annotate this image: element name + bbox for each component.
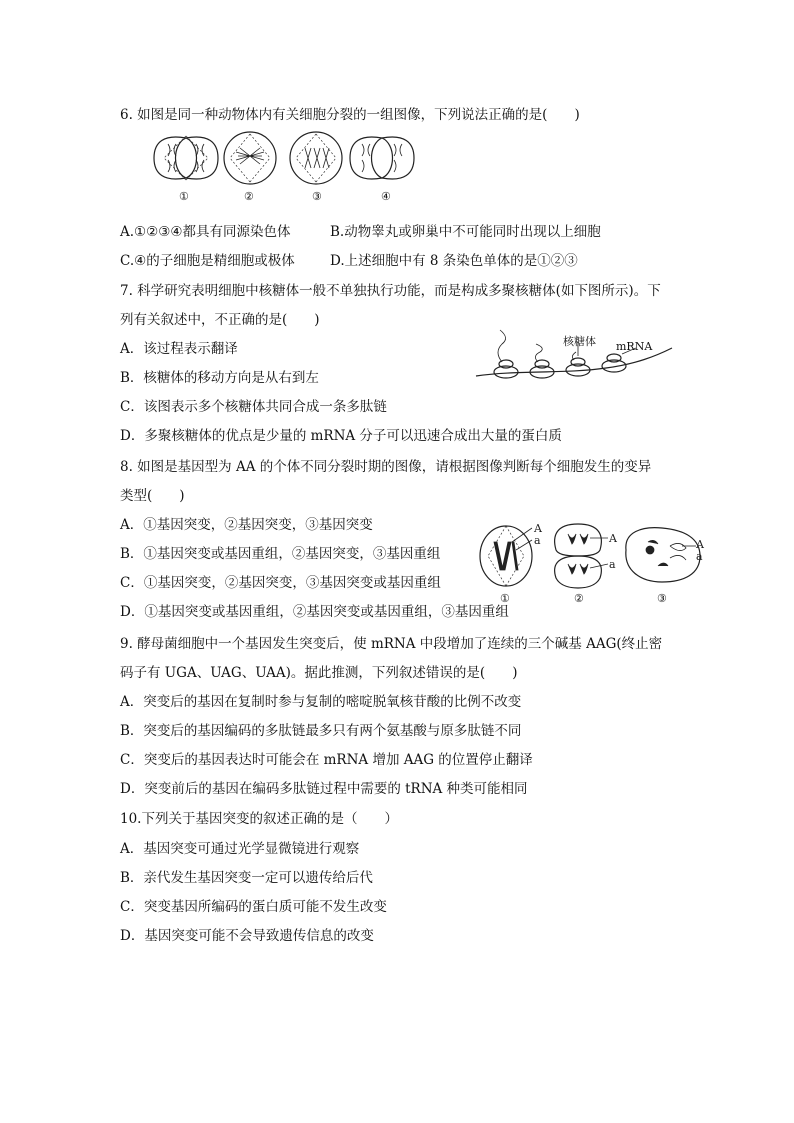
q7-label-ribosome: 核糖体: [563, 335, 596, 348]
q6-figure-label-2: ②: [244, 190, 254, 203]
q9-stem-line-1: 9. 酵母菌细胞中一个基因发生突变后，使 mRNA 中段增加了连续的三个碱基 AAG(终止密: [120, 636, 663, 652]
q6-cell-2: [224, 132, 276, 184]
q8-figure-label-2: ②: [574, 592, 584, 605]
q6-option-b: B.动物睾丸或卵巢中不可能同时出现以上细胞: [330, 224, 601, 240]
q7-option-d: D．多聚核糖体的优点是少量的 mRNA 分子可以迅速合成出大量的蛋白质: [120, 428, 562, 444]
q9-option-a: A．突变后的基因在复制时参与复制的嘧啶脱氧核苷酸的比例不改变: [120, 694, 522, 710]
q6-cell-1: [154, 136, 218, 180]
q10-option-c: C．突变基因所编码的蛋白质可能不发生改变: [120, 899, 387, 915]
q9-option-d: D．突变前后的基因在编码多肽链过程中需要的 tRNA 种类可能相同: [120, 781, 528, 797]
q7-stem-line-2: 列有关叙述中，不正确的是( ): [120, 312, 320, 328]
q8-stem-line-2: 类型( ): [120, 488, 185, 504]
q8-gene-label-a-upper: A: [534, 522, 542, 535]
q10-option-b: B．亲代发生基因突变一定可以遗传给后代: [120, 870, 373, 886]
q8-option-a: A．①基因突变，②基因突变，③基因突变: [120, 517, 373, 533]
q8-option-d: D．①基因突变或基因重组，②基因突变或基因重组，③基因重组: [120, 604, 509, 620]
q8-gene-label-a-upper-3: A: [696, 538, 704, 551]
q7-option-c: C．该图表示多个核糖体共同合成一条多肽链: [120, 399, 387, 415]
q7-option-a: A．该过程表示翻译: [120, 341, 238, 357]
q8-cell-figure: [474, 520, 714, 590]
q7-label-mrna: mRNA: [616, 340, 653, 353]
q6-option-a: A.①②③④都具有同源染色体: [120, 224, 291, 240]
q8-cell-2: [555, 524, 608, 588]
q6-stem: 6. 如图是同一种动物体内有关细胞分裂的一组图像，下列说法正确的是( ): [120, 107, 580, 123]
q8-stem-line-1: 8. 如图是基因型为 AA 的个体不同分裂时期的图像，请根据图像判断每个细胞发生的变异: [120, 459, 652, 475]
q6-figure-label-3: ③: [312, 190, 322, 203]
q8-option-c: C．①基因突变，②基因突变，③基因突变或基因重组: [120, 575, 441, 591]
q10-stem: 10.下列关于基因突变的叙述正确的是（ ）: [120, 811, 398, 827]
q6-figure-label-4: ④: [381, 190, 391, 203]
q9-option-b: B．突变后的基因编码的多肽链最多只有两个氨基酸与原多肽链不同: [120, 723, 522, 739]
q10-option-a: A．基因突变可通过光学显微镜进行观察: [120, 841, 360, 857]
q7-stem-line-1: 7. 科学研究表明细胞中核糖体一般不单独执行功能，而是构成多聚核糖体(如下图所示)。下: [120, 283, 661, 299]
q8-figure-label-3: ③: [657, 592, 667, 605]
q7-option-b: B．核糖体的移动方向是从右到左: [120, 370, 319, 386]
q6-option-c: C.④的子细胞是精细胞或极体: [120, 253, 295, 269]
q6-figure-label-1: ①: [179, 190, 189, 203]
q6-cell-division-figure: [150, 128, 420, 190]
q6-option-d: D.上述细胞中有 8 条染色单体的是①②③: [330, 253, 578, 269]
q8-gene-label-a-lower-3: a: [696, 550, 703, 563]
q8-gene-label-a-upper-2: A: [609, 532, 617, 545]
q6-cell-4: [350, 137, 414, 179]
q10-option-d: D．基因突变可能不会导致遗传信息的改变: [120, 928, 374, 944]
q6-cell-3: [290, 132, 342, 184]
q9-option-c: C．突变后的基因表达时可能会在 mRNA 增加 AAG 的位置停止翻译: [120, 752, 533, 768]
q8-gene-label-a-lower: a: [534, 534, 541, 547]
q8-figure-label-1: ①: [500, 592, 510, 605]
q8-cell-3: [626, 528, 700, 582]
q9-stem-line-2: 码子有 UGA、UAG、UAA)。据此推测，下列叙述错误的是( ): [120, 665, 518, 681]
q8-gene-label-a-lower-2: a: [609, 558, 616, 571]
q8-cell-1: [480, 526, 532, 586]
q8-option-b: B．①基因突变或基因重组，②基因突变，③基因重组: [120, 546, 441, 562]
